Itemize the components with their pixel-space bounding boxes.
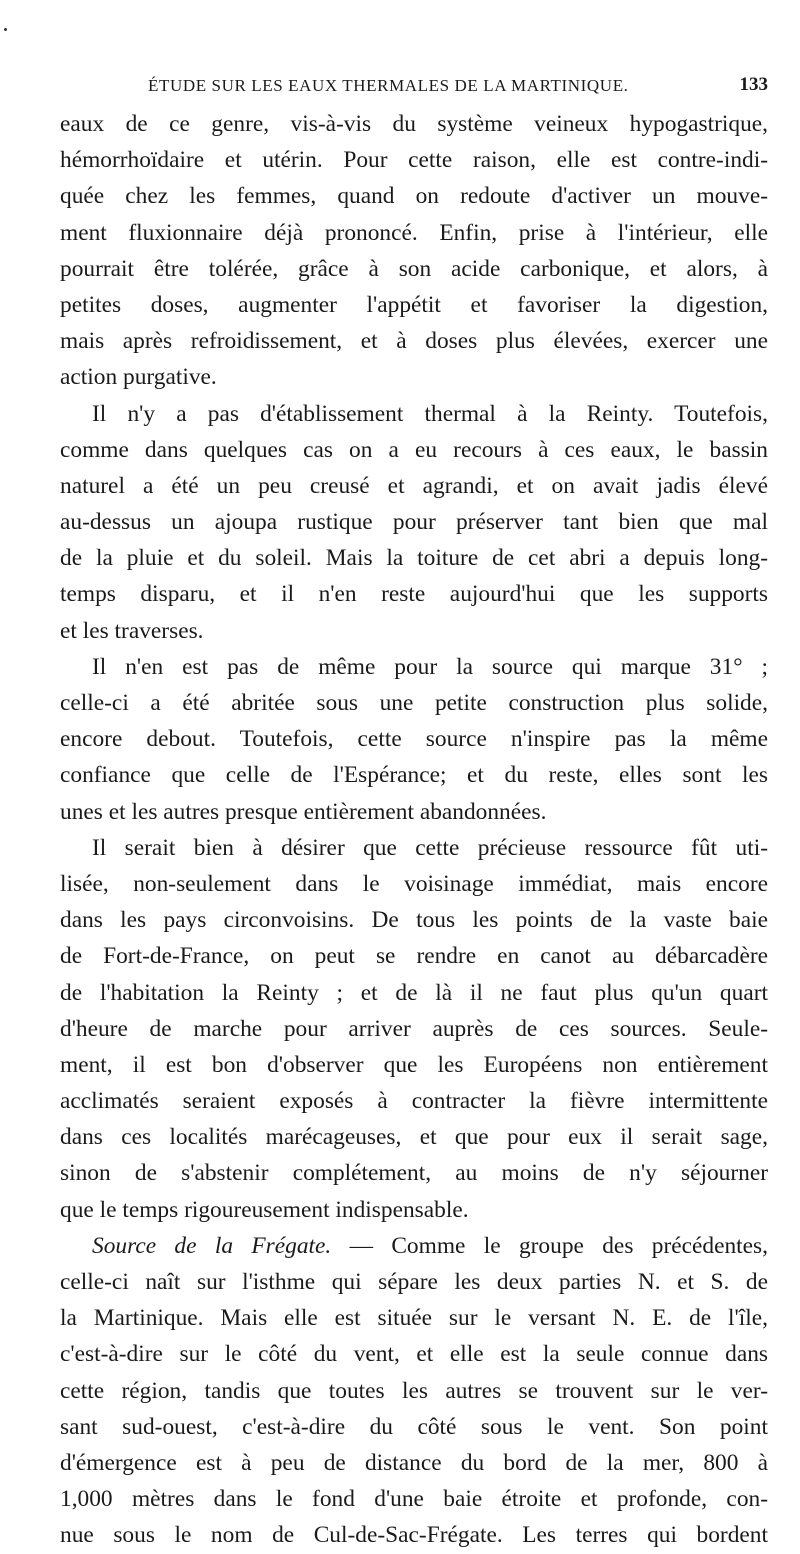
text-line: Il n'en est pas de même pour la source qui marque 31° ; [92,653,768,680]
text-line-continuation: — Comme le groupe des précédentes, [331,1232,768,1259]
text-line: pourrait être tolérée, grâce à son acide carbonique, et alors, à [60,255,768,282]
text-line: que le temps rigoureusement indispensable. [60,1196,469,1223]
text-line: Il n'y a pas d'établissement thermal à la Reinty. Toutefois, [92,400,768,427]
text-line: dans les pays circonvoisins. De tous les points de la vaste baie [60,907,768,934]
body-text [60,106,768,1554]
text-line: la Martinique. Mais elle est située sur le versant N. E. de l'île, [60,1305,768,1332]
text-line: confiance que celle de l'Espérance; et du reste, elles sont les [60,762,768,789]
running-title: ÉTUDE SUR LES EAUX THERMALES DE LA MARTINIQUE. [148,76,629,95]
running-head [60,70,768,106]
text-line: encore debout. Toutefois, cette source n'inspire pas la même [60,726,768,753]
text-line: ment fluxionnaire déjà prononcé. Enfin, prise à l'intérieur, elle [60,219,768,246]
book-page [60,70,768,1554]
text-line: lisée, non-seulement dans le voisinage immédiat, mais encore [60,870,768,897]
text-line [60,1228,768,1264]
text-line: celle-ci a été abritée sous une petite construction plus solide, [60,690,768,716]
text-line: de Fort-de-France, on peut se rendre en canot au débarcadère [60,943,768,970]
text-line: d'heure de marche pour arriver auprès de ces sources. Seule- [60,1015,768,1042]
text-line: hémorrhoïdaire et utérin. Pour cette raison, elle est contre-indi- [60,147,768,174]
page-number: 133 [739,74,768,95]
text-line: eaux de ce genre, vis-à-vis du système veineux hypogastrique, [60,111,768,137]
text-line: sant sud-ouest, c'est-à-dire du côté sous le vent. Son point [60,1413,768,1440]
text-line: au-dessus un ajoupa rustique pour préserver tant bien que mal [60,509,768,536]
text-line: celle-ci naît sur l'isthme qui sépare les deux parties N. et S. de [60,1269,768,1295]
text-line: nue sous le nom de Cul-de-Sac-Frégate. Les terres qui bordent [60,1522,768,1549]
text-line: sinon de s'abstenir complétement, au moins de n'y séjourner [60,1160,768,1187]
section-title: Source de la Frégate. [92,1232,332,1259]
text-line: action purgative. [60,364,217,391]
text-line: dans ces localités marécageuses, et que pour eux il serait sage, [60,1124,768,1151]
text-line: comme dans quelques cas on a eu recours à ces eaux, le bassin [60,436,768,463]
stray-ink-mark [4,28,7,31]
text-line: naturel a été un peu creusé et agrandi, et on avait jadis élevé [60,472,768,499]
text-line: ment, il est bon d'observer que les Européens non entièrement [60,1051,768,1078]
text-line: cette région, tandis que toutes les autres se trouvent sur le ver- [60,1377,768,1404]
text-line: d'émergence est à peu de distance du bord de la mer, 800 à [60,1449,768,1476]
text-line: et les traverses. [60,617,204,644]
text-line: temps disparu, et il n'en reste aujourd'hui que les supports [60,581,768,608]
text-line: petites doses, augmenter l'appétit et favoriser la digestion, [60,291,768,318]
text-line: de l'habitation la Reinty ; et de là il ne faut plus qu'un quart [60,979,768,1006]
text-line: Il serait bien à désirer que cette précieuse ressource fût uti- [92,834,768,861]
text-line: quée chez les femmes, quand on redoute d'activer un mouve- [60,183,768,210]
text-line: acclimatés seraient exposés à contracter la fièvre intermittente [60,1088,768,1115]
text-line: unes et les autres presque entièrement abandonnées. [60,798,547,825]
text-line: de la pluie et du soleil. Mais la toiture de cet abri a depuis long- [60,545,768,572]
text-line: mais après refroidissement, et à doses plus élevées, exercer une [60,328,768,355]
text-line: 1,000 mètres dans le fond d'une baie étroite et profonde, con- [60,1486,768,1513]
text-line: c'est-à-dire sur le côté du vent, et elle est la seule connue dans [60,1341,768,1368]
